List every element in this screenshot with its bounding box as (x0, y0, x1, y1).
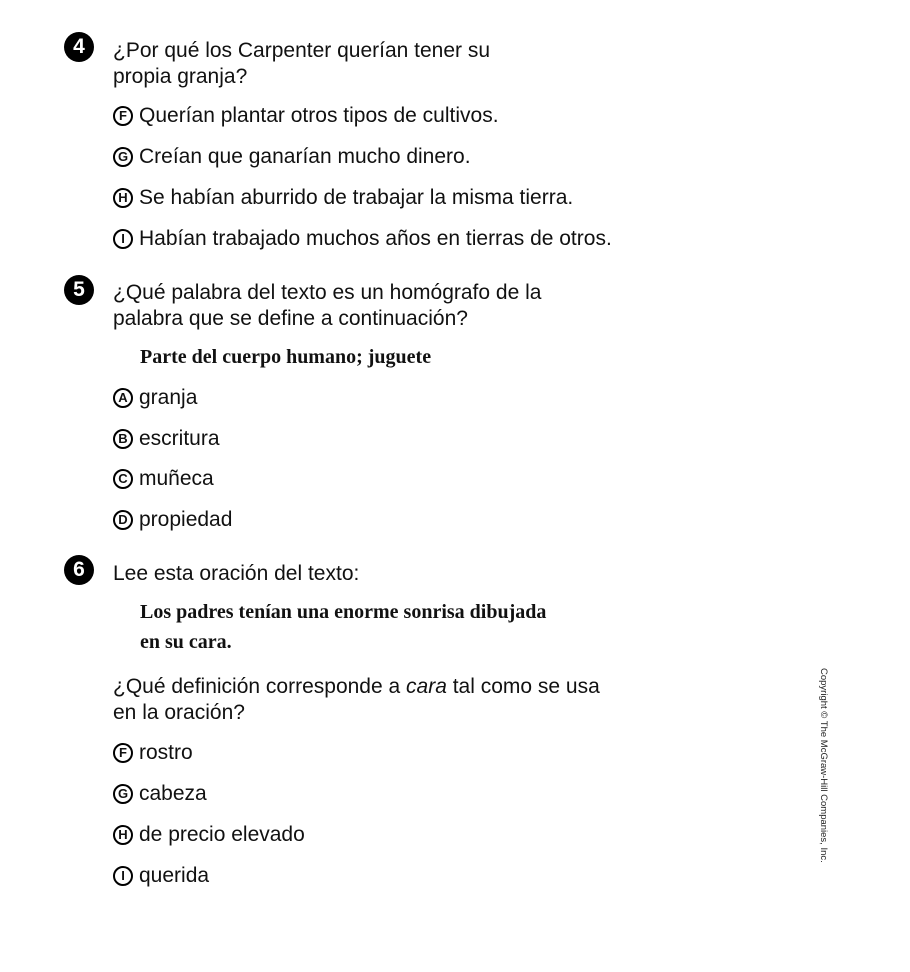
followup-line-1 (113, 674, 600, 700)
answer-bubble-g[interactable]: G (113, 147, 133, 167)
option-text: Creían que ganarían mucho dinero. (139, 145, 471, 168)
question-5-option-b[interactable] (113, 426, 220, 452)
followup-text-after: tal como se usa (446, 675, 600, 698)
option-text: cabeza (139, 782, 207, 805)
option-text: muñeca (139, 467, 214, 490)
answer-bubble-c[interactable]: C (113, 469, 133, 489)
question-6-stem-line-1: Lee esta oración del texto: (113, 562, 360, 585)
followup-text-before: ¿Qué definición corresponde a (113, 675, 407, 698)
answer-bubble-f[interactable]: F (113, 743, 133, 763)
quote-line-2: en su cara. (140, 631, 232, 653)
question-number-5: 5 (64, 275, 94, 305)
answer-bubble-h[interactable]: H (113, 825, 133, 845)
question-6-option-i[interactable] (113, 863, 209, 889)
option-text: Se habían aburrido de trabajar la misma tierra. (139, 186, 574, 209)
question-number-4: 4 (64, 32, 94, 62)
option-text: querida (139, 864, 210, 887)
answer-bubble-b[interactable]: B (113, 429, 133, 449)
option-text: propiedad (139, 508, 233, 531)
answer-bubble-g[interactable]: G (113, 784, 133, 804)
question-4-option-g[interactable] (113, 144, 471, 170)
copyright-notice: Copyright © The McGraw-Hill Companies, Inc. (818, 668, 829, 863)
question-6-quote (140, 597, 546, 657)
answer-bubble-f[interactable]: F (113, 106, 133, 126)
question-6-stem (113, 561, 359, 587)
option-text: granja (139, 386, 198, 409)
option-text: Habían trabajado muchos años en tierras de otros. (139, 227, 612, 250)
option-text: Querían plantar otros tipos de cultivos. (139, 104, 499, 127)
question-4-option-h[interactable] (113, 185, 573, 211)
question-5-option-a[interactable] (113, 385, 197, 411)
followup-emphasis-word: cara (406, 675, 447, 698)
question-5-definition (140, 342, 431, 372)
question-6-option-g[interactable] (113, 781, 207, 807)
question-5-stem-line-2: palabra que se define a continuación? (113, 307, 468, 330)
question-number-6: 6 (64, 555, 94, 585)
answer-bubble-i[interactable]: I (113, 229, 133, 249)
question-4-option-f[interactable] (113, 103, 499, 129)
answer-bubble-i[interactable]: I (113, 866, 133, 886)
definition-line-1: Parte del cuerpo humano; juguete (140, 346, 432, 368)
question-4-option-i[interactable] (113, 226, 612, 252)
question-4-stem (113, 38, 490, 90)
question-6-option-f[interactable] (113, 740, 193, 766)
answer-bubble-h[interactable]: H (113, 188, 133, 208)
quote-line-1: Los padres tenían una enorme sonrisa dibujada (140, 601, 547, 623)
question-5-stem-line-1: ¿Qué palabra del texto es un homógrafo de la (113, 281, 542, 304)
option-text: escritura (139, 427, 220, 450)
answer-bubble-d[interactable]: D (113, 510, 133, 530)
question-5-option-c[interactable] (113, 466, 214, 492)
option-text: rostro (139, 741, 193, 764)
option-text: de precio elevado (139, 823, 305, 846)
question-4-stem-line-1: ¿Por qué los Carpenter querían tener su (113, 39, 491, 62)
question-6-option-h[interactable] (113, 822, 305, 848)
question-4-stem-line-2: propia granja? (113, 65, 248, 88)
followup-line-2: en la oración? (113, 701, 245, 724)
question-5-option-d[interactable] (113, 507, 232, 533)
question-6-followup (113, 674, 600, 726)
question-5-stem (113, 280, 541, 332)
answer-bubble-a[interactable]: A (113, 388, 133, 408)
